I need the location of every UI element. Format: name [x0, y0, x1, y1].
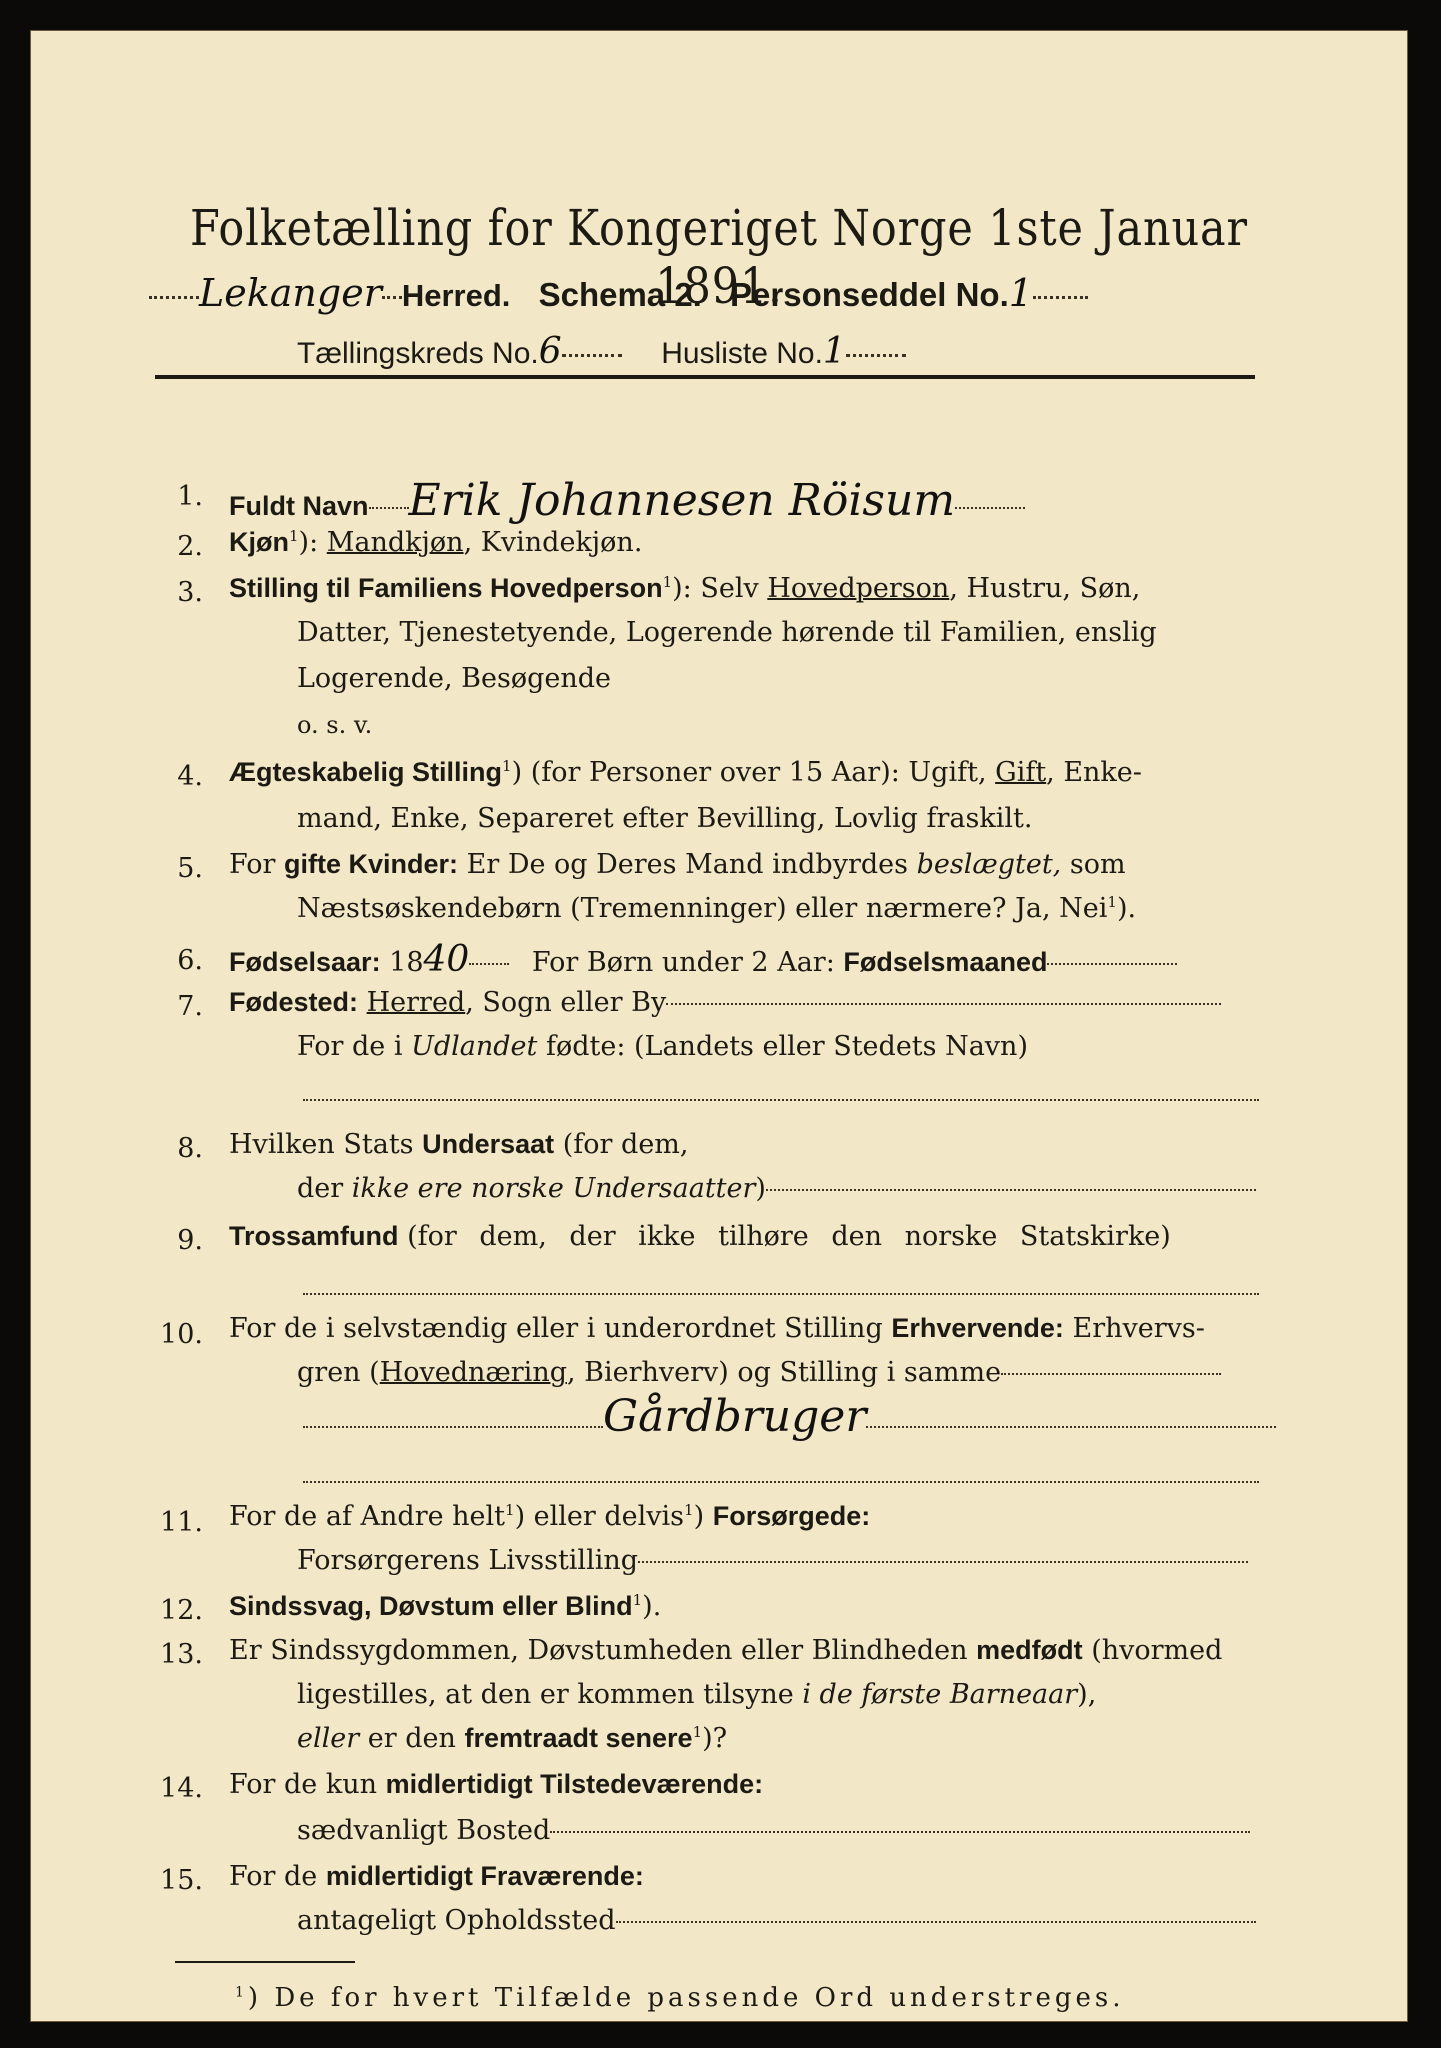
item-number: 3.	[177, 577, 203, 608]
citizenship-label: Undersaat	[422, 1129, 555, 1159]
item-number: 8.	[177, 1133, 203, 1164]
item-10-line-2: gren (Hovednæring, Bierhverv) og Stilling i samme	[297, 1357, 1221, 1388]
herred-name: Lekanger	[199, 271, 382, 315]
footnote: $^1$) De for hvert Tilfælde passende Ord understreges.	[235, 1983, 1125, 2013]
herred-label: Herred.	[401, 278, 511, 313]
item-10: For de i selvstændig eller i underordnet Stilling Erhvervende: Erhvervs-	[229, 1313, 1205, 1344]
item-10-answer-line	[303, 1391, 1276, 1442]
occupation-label: Erhvervende:	[891, 1313, 1064, 1343]
birth-year-value: 40	[423, 939, 470, 980]
footnote-rule	[175, 1961, 355, 1963]
form-title: Folketælling for Kongeriget Norge 1ste Januar 1891.	[190, 199, 1248, 315]
schema-label: Schema 2.	[538, 276, 702, 313]
item-8-line-2: der ikke ere norske Undersaatter)	[297, 1173, 1256, 1204]
item-number: 5.	[177, 853, 203, 884]
item-3-line-2: Datter, Tjenestetyende, Logerende hørende til Familien, enslig	[297, 617, 1157, 648]
item-3-line-4: o. s. v.	[297, 711, 373, 739]
item-1	[229, 475, 1025, 526]
item-15: For de midlertidigt Fraværende:	[229, 1861, 644, 1892]
temporarily-present-label: midlertidigt Tilstedeværende:	[385, 1769, 764, 1799]
family-position-label: Stilling til Familiens Hovedperson	[229, 573, 663, 603]
sex-selected: Mandkjøn	[326, 527, 464, 558]
item-5: For gifte Kvinder: Er De og Deres Mand indbyrdes beslægtet, som	[229, 849, 1126, 880]
birth-month-label: Fødselsmaaned	[843, 947, 1048, 977]
sex-label: Kjøn	[229, 527, 289, 557]
item-13-line-3: eller er den fremtraadt senere$^1$)?	[297, 1723, 728, 1754]
husliste-label: Husliste No.	[661, 337, 823, 370]
item-9: Trossamfund (for dem, der ikke tilhøre den norske Statskirke)	[229, 1221, 1171, 1252]
item-7-line-2: For de i Udlandet fødte: (Landets eller Stedets Navn)	[297, 1031, 1028, 1062]
personseddel-label: Personseddel No.	[730, 276, 1009, 313]
item-2: Kjøn$^1$): Mandkjøn, Kvindekjøn.	[229, 527, 643, 558]
item-number: 7.	[177, 991, 203, 1022]
item-13: Er Sindssygdommen, Døvstumheden eller Blindheden medfødt (hvormed	[229, 1635, 1223, 1666]
occupation-selected: Hovednæring	[379, 1357, 567, 1388]
item-number: 10.	[160, 1319, 203, 1350]
item-number: 6.	[177, 945, 203, 976]
birth-year-label: Fødselsaar:	[229, 947, 381, 977]
kreds-label: Tællingskreds No.	[297, 337, 539, 370]
disability-label: Sindssvag, Døvstum eller Blind	[229, 1591, 633, 1621]
item-number: 11.	[160, 1507, 203, 1538]
birthplace-label: Fødested:	[229, 987, 359, 1017]
item-8: Hvilken Stats Undersaat (for dem,	[229, 1129, 689, 1160]
item-7: Fødested: Herred, Sogn eller By	[229, 987, 1221, 1018]
item-11: For de af Andre helt$^1$) eller delvis$^1$) Forsørgede:	[229, 1501, 871, 1532]
temporarily-absent-label: midlertidigt Fraværende:	[325, 1861, 644, 1891]
item-14: For de kun midlertidigt Tilstedeværende:	[229, 1769, 764, 1800]
family-position-selected: Hovedperson	[767, 573, 950, 604]
religion-label: Trossamfund	[229, 1221, 399, 1251]
birthplace-selected: Herred	[366, 987, 466, 1018]
item-number: 1.	[177, 481, 203, 512]
item-3: Stilling til Familiens Hovedperson$^1$): Selv Hovedperson, Hustru, Søn,	[229, 573, 1141, 604]
kreds-line	[297, 331, 906, 372]
item-3-line-3: Logerende, Besøgende	[297, 663, 611, 694]
marital-status-selected: Gift	[995, 757, 1047, 788]
congenital-label: medfødt	[976, 1635, 1083, 1665]
full-name-value: Erik Johannesen Röisum	[408, 475, 956, 526]
item-4: Ægteskabelig Stilling$^1$) (for Personer over 15 Aar): Ugift, Gift, Enke-	[229, 757, 1142, 788]
census-form-sheet	[30, 30, 1408, 2022]
item-number: 4.	[177, 761, 203, 792]
herred-line	[149, 271, 1088, 315]
item-15-line-2: antageligt Opholdssted	[297, 1905, 1256, 1936]
personseddel-no: 1	[1008, 271, 1033, 315]
item-5-line-2: Næstsøskendebørn (Tremenninger) eller nærmere? Ja, Nei$^1$).	[297, 893, 1137, 924]
item-9-blank-line	[303, 1283, 1259, 1302]
full-name-label: Fuldt Navn	[229, 491, 369, 521]
item-6: Fødselsaar: 1840 For Børn under 2 Aar: Fødselsmaaned	[229, 939, 1177, 980]
item-10-blank-line	[303, 1471, 1259, 1490]
married-women-label: gifte Kvinder:	[284, 849, 459, 879]
header-rule	[155, 375, 1255, 379]
item-12: Sindssvag, Døvstum eller Blind$^1$).	[229, 1591, 662, 1622]
item-number: 9.	[177, 1225, 203, 1256]
item-number: 15.	[160, 1865, 203, 1896]
item-number: 14.	[160, 1773, 203, 1804]
occupation-value: Gårdbruger	[603, 1391, 867, 1442]
item-number: 13.	[160, 1639, 203, 1670]
item-number: 2.	[177, 531, 203, 562]
husliste-no: 1	[822, 331, 846, 372]
item-7-blank-line	[303, 1089, 1259, 1108]
supported-label: Forsørgede:	[712, 1501, 871, 1531]
marital-status-label: Ægteskabelig Stilling	[229, 757, 503, 787]
item-number: 12.	[160, 1595, 203, 1626]
item-13-line-2: ligestilles, at den er kommen tilsyne i de første Barneaar),	[297, 1679, 1097, 1710]
kreds-no: 6	[538, 331, 562, 372]
item-4-line-2: mand, Enke, Separeret efter Bevilling, Lovlig fraskilt.	[297, 803, 1033, 834]
item-11-line-2: Forsørgerens Livsstilling	[297, 1545, 1248, 1576]
item-14-line-2: sædvanligt Bosted	[297, 1815, 1250, 1846]
